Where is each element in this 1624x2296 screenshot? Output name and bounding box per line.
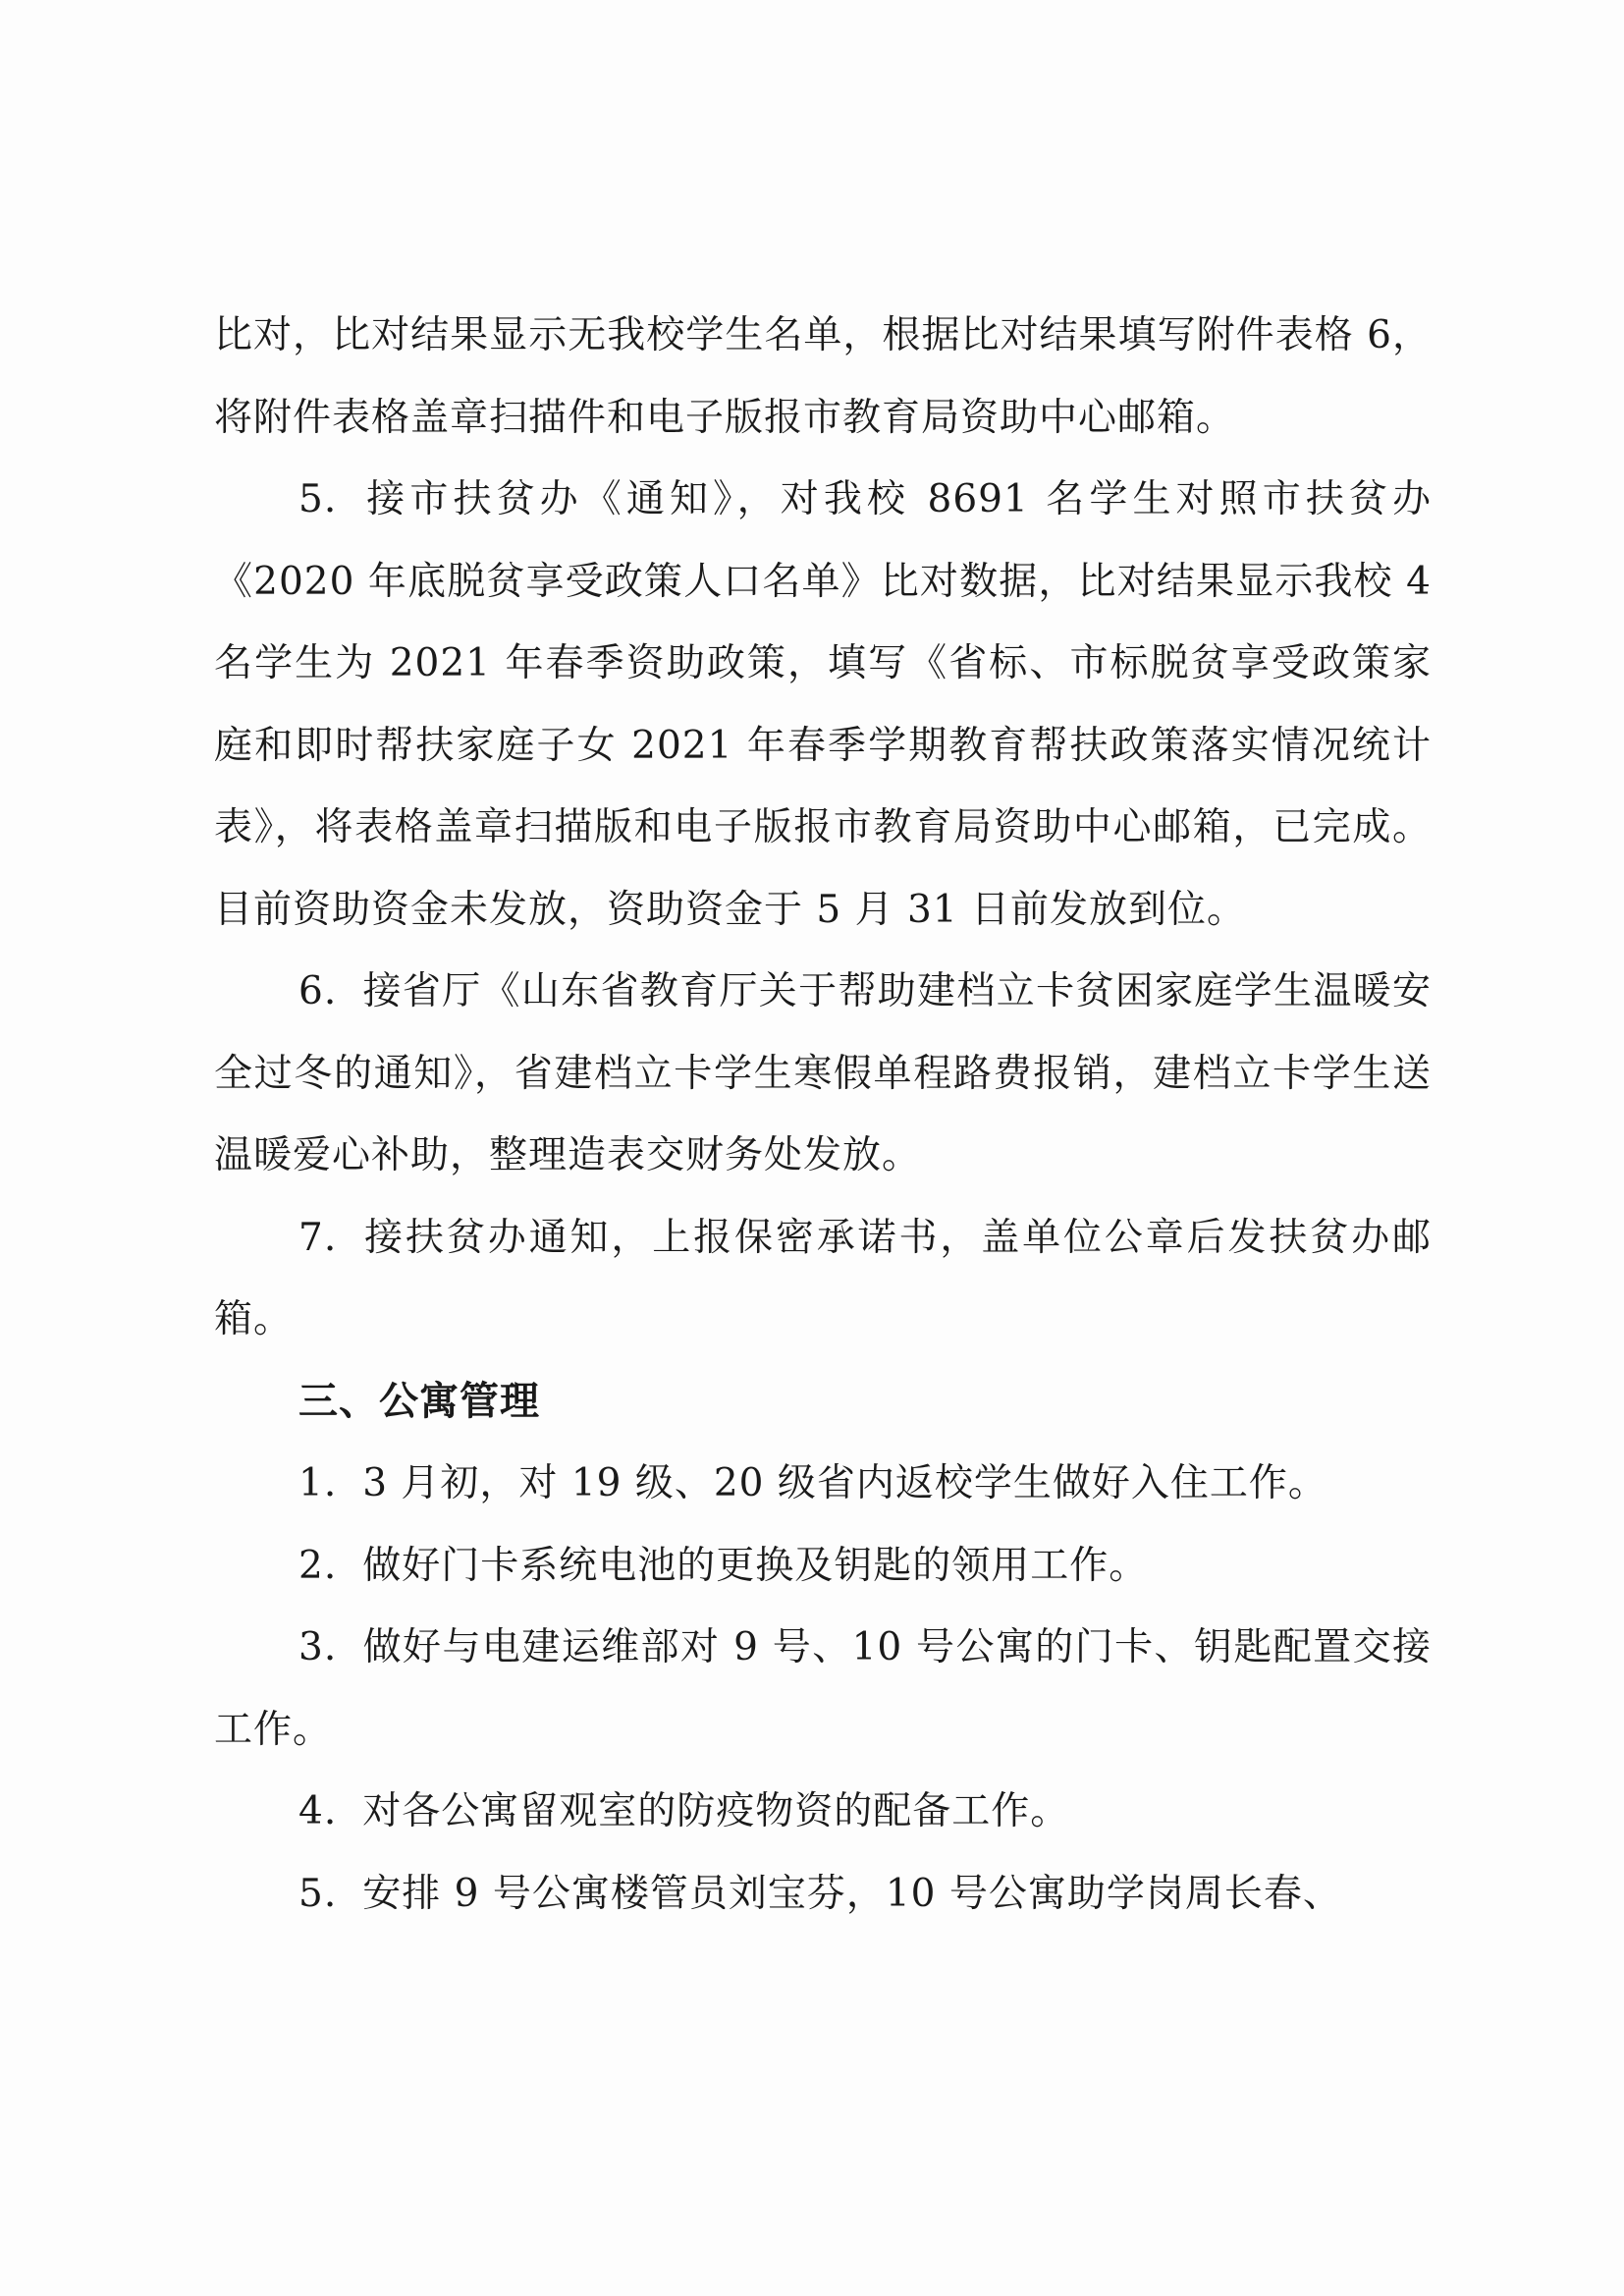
list-item bbox=[214, 459, 1432, 951]
list-item bbox=[214, 951, 1432, 1197]
item-text: 做好与电建运维部对 9 号、10 号公寓的门卡、钥匙配置交接工作。 bbox=[214, 1625, 1432, 1752]
item-text: 接省厅《山东省教育厅关于帮助建档立卡贫困家庭学生温暖安全过冬的通知》，省建档立卡学生寒假单程路费报销，建档立卡学生送温暖爱心补助，整理造表交财务处发放。 bbox=[214, 969, 1432, 1177]
item-number: 3. bbox=[298, 1625, 338, 1669]
item-text: 做好门卡系统电池的更换及钥匙的领用工作。 bbox=[362, 1543, 1149, 1588]
list-item bbox=[214, 1443, 1432, 1525]
item-number: 5. bbox=[298, 1871, 338, 1916]
item-number: 5. bbox=[298, 477, 338, 521]
item-number: 7. bbox=[298, 1215, 338, 1260]
item-text: 接扶贫办通知，上报保密承诺书，盖单位公章后发扶贫办邮箱。 bbox=[214, 1215, 1432, 1341]
list-item bbox=[214, 1853, 1432, 1936]
section-heading: 三、公寓管理 bbox=[298, 1378, 540, 1424]
list-item bbox=[214, 1525, 1432, 1608]
item-number: 2. bbox=[298, 1543, 338, 1588]
item-text: 接市扶贫办《通知》，对我校 8691 名学生对照市扶贫办《2020 年底脱贫享受政策人口名单》比对数据，比对结果显示我校 4 名学生为 2021 年春季资助政策，填写《省标、市标脱贫享受政策家庭和即时帮扶家庭子女 2021 年春季学期教育帮扶政策落实情况统计表》，将表格盖章扫描版和电子版报市教育局资助中心邮箱，已完成。目前资助资金未发放，资助资金于 5 月 31 日前发放到位。 bbox=[214, 477, 1432, 932]
document-body bbox=[214, 295, 1432, 1935]
intro-paragraph: 比对，比对结果显示无我校学生名单，根据比对结果填写附件表格 6，将附件表格盖章扫描件和电子版报市教育局资助中心邮箱。 bbox=[214, 313, 1432, 440]
item-text: 3 月初，对 19 级、20 级省内返校学生做好入住工作。 bbox=[362, 1461, 1327, 1505]
list-item bbox=[214, 1607, 1432, 1771]
item-text: 安排 9 号公寓楼管员刘宝芬，10 号公寓助学岗周长春、 bbox=[362, 1871, 1342, 1916]
item-text: 对各公寓留观室的防疫物资的配备工作。 bbox=[362, 1789, 1070, 1833]
list-item bbox=[214, 1771, 1432, 1853]
item-number: 1. bbox=[298, 1461, 338, 1505]
item-number: 4. bbox=[298, 1789, 338, 1833]
list-item bbox=[214, 1197, 1432, 1361]
item-number: 6. bbox=[298, 969, 338, 1013]
